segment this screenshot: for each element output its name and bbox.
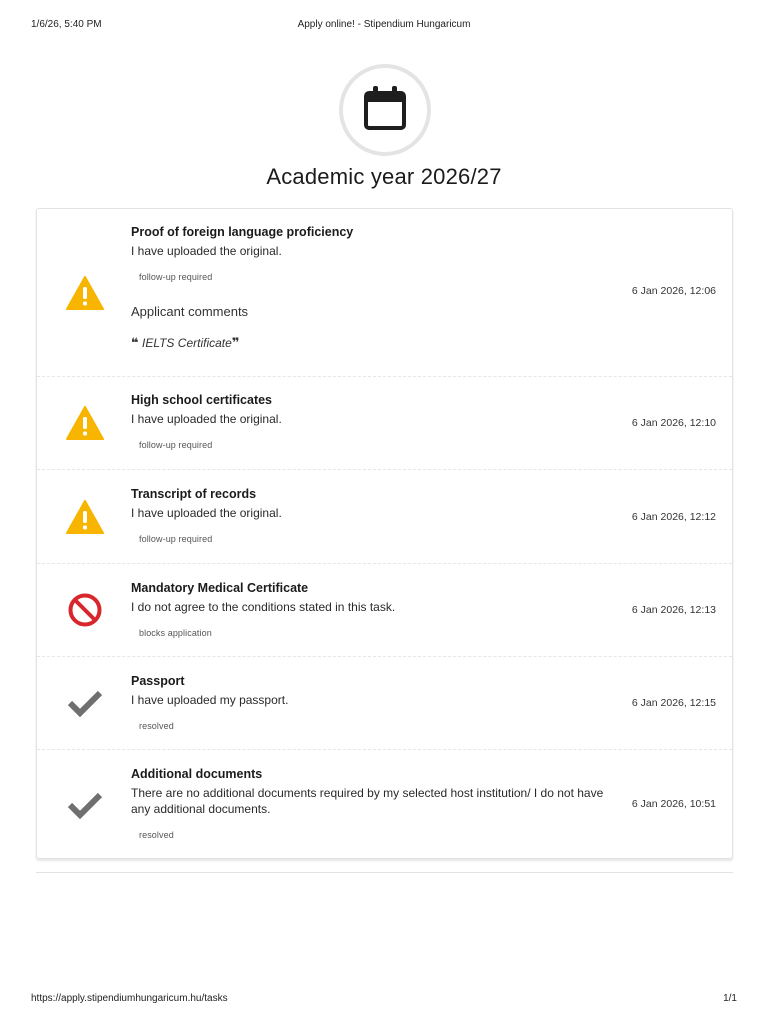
warning-icon [65, 273, 105, 313]
task-title: Proof of foreign language proficiency [131, 225, 354, 239]
applicant-comments-label: Applicant comments [131, 304, 249, 319]
status-badge: follow-up required [139, 440, 213, 450]
task-timestamp: 6 Jan 2026, 12:13 [631, 604, 716, 616]
blocked-icon [65, 590, 105, 630]
warning-icon [65, 497, 105, 537]
status-badge: resolved [139, 830, 174, 840]
status-badge: follow-up required [139, 534, 213, 544]
print-datetime: 1/6/26, 5:40 PM [31, 19, 102, 30]
applicant-comment [131, 335, 621, 351]
task-answer: I do not agree to the conditions stated in this task. [131, 600, 396, 614]
task-timestamp: 6 Jan 2026, 10:51 [631, 798, 716, 810]
task-answer: I have uploaded my passport. [131, 693, 289, 707]
task-title: Transcript of records [131, 487, 257, 501]
task-row-language-proficiency[interactable] [37, 209, 732, 377]
warning-icon [65, 403, 105, 443]
print-page-title: Apply online! - Stipendium Hungaricum [297, 19, 471, 30]
checkmark-icon [65, 785, 105, 825]
close-quote-icon: ❞ [231, 335, 240, 350]
task-answer: I have uploaded the original. [131, 412, 282, 426]
task-title: High school certificates [131, 393, 273, 407]
task-answer: I have uploaded the original. [131, 506, 282, 520]
task-row-transcript-of-records[interactable] [37, 470, 732, 564]
task-list-card [36, 208, 733, 859]
task-answer: I have uploaded the original. [131, 244, 282, 258]
task-row-medical-certificate[interactable] [37, 564, 732, 657]
task-title: Mandatory Medical Certificate [131, 581, 309, 595]
page-url: https://apply.stipendiumhungaricum.hu/tasks [31, 993, 228, 1004]
task-title: Passport [131, 674, 185, 688]
print-header [0, 19, 768, 33]
task-row-passport[interactable] [37, 657, 732, 750]
page-title: Academic year 2026/27 [266, 164, 502, 189]
status-badge: follow-up required [139, 272, 213, 282]
status-badge: blocks application [139, 628, 212, 638]
task-row-high-school-certificates[interactable] [37, 377, 732, 470]
task-timestamp: 6 Jan 2026, 12:15 [631, 697, 716, 709]
checkmark-icon [65, 683, 105, 723]
status-badge: resolved [139, 721, 174, 731]
divider [36, 872, 733, 873]
task-timestamp: 6 Jan 2026, 12:06 [631, 285, 716, 297]
task-row-additional-documents[interactable] [37, 750, 732, 858]
calendar-icon [363, 84, 407, 137]
page-number: 1/1 [723, 993, 737, 1004]
comment-text: IELTS Certificate [141, 336, 232, 350]
print-footer [0, 993, 768, 1007]
task-timestamp: 6 Jan 2026, 12:12 [631, 511, 716, 523]
task-title: Additional documents [131, 767, 263, 781]
calendar-badge [339, 64, 431, 156]
open-quote-icon: ❝ [131, 335, 139, 350]
task-timestamp: 6 Jan 2026, 12:10 [631, 417, 716, 429]
task-answer: There are no additional documents required by my selected host institution/ I do not have any additional documents. [131, 786, 604, 816]
